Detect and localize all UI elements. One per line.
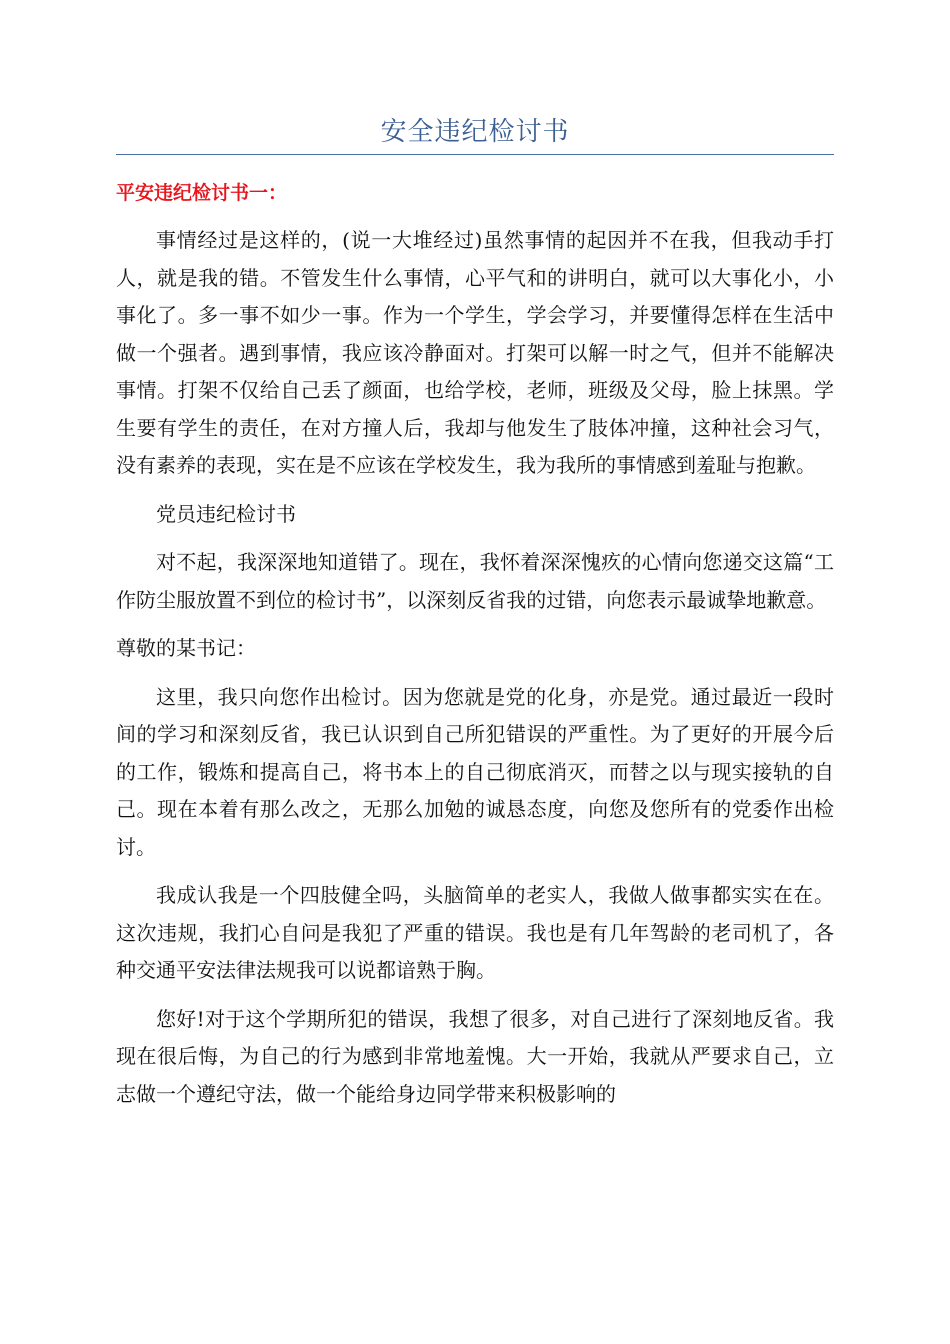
salutation: 尊敬的某书记： xyxy=(116,636,256,660)
paragraph: 事情经过是这样的，(说一大堆经过)虽然事情的起因并不在我，但我动手打人，就是我的错。不管发生什么事情，心平气和的讲明白，就可以大事化小，小事化了。多一事不如少一事。作为一个学生，学会学习，并要懂得怎样在生活中做一个强者。遇到事情，我应该冷静面对。打架可以解一时之气，但并不能解决事情。打架不仅给自己丢了颜面，也给学校，老师，班级及父母，脸上抹黑。学生要有学生的责任，在对方撞人后，我却与他发生了肢体冲撞，这种社会习气，没有素养的表现，实在是不应该在学校发生，我为我所的事情感到羞耻与抱歉。 xyxy=(116,228,834,477)
paragraph: 您好!对于这个学期所犯的错误，我想了很多，对自己进行了深刻地反省。我现在很后悔，为自己的行为感到非常地羞愧。大一开始，我就从严要求自己，立志做一个遵纪守法，做一个能给身边同学带来积极影响的 xyxy=(116,1006,834,1106)
paragraph: 这里，我只向您作出检讨。因为您就是党的化身，亦是党。通过最近一段时间的学习和深刻反省，我已认识到自己所犯错误的严重性。为了更好的开展今后的工作，锻炼和提高自己，将书本上的自己彻底消灭，而替之以与现实接轨的自己。现在本着有那么改之，无那么加勉的诚恳态度，向您及您所有的党委作出检讨。 xyxy=(116,684,834,859)
paragraph: 对不起，我深深地知道错了。现在，我怀着深深愧疚的心情向您递交这篇“工作防尘服放置不到位的检讨书”，以深刻反省我的过错，向您表示最诚挚地歉意。 xyxy=(116,550,834,612)
title-underline xyxy=(116,154,834,155)
section-heading: 平安违纪检讨书一： xyxy=(116,182,288,204)
paragraph: 我成认我是一个四肢健全吗，头脑简单的老实人，我做人做事都实实在在。这次违规，我扪心自问是我犯了严重的错误。我也是有几年驾龄的老司机了，各种交通平安法律法规我可以说都谙熟于胸。 xyxy=(116,883,834,982)
document-body xyxy=(116,222,834,1124)
document-title: 安全违纪检讨书 xyxy=(380,117,570,147)
subheading-party-member: 党员违纪检讨书 xyxy=(156,501,296,526)
